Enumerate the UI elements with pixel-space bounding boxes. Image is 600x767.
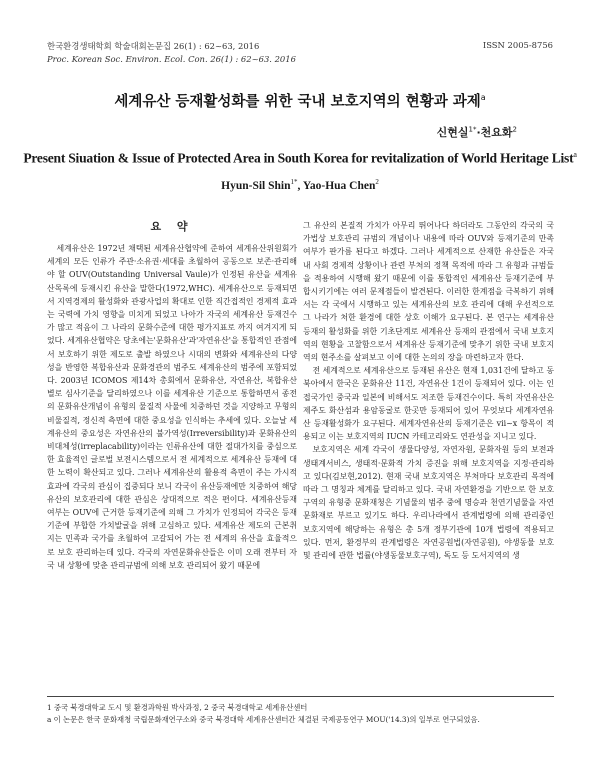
footnotes bbox=[47, 696, 554, 726]
abstract-paragraph: 그 유산의 본질적 가치가 아무리 뛰어나다 하더라도 그동안의 각국의 국가법상 보호관리 규범의 개념이나 내용에 따라 OUV와 등재기준의 만족여부가 판가름 된다고 하겠다. 그러나 세계적으로 산재한 유산들은 자국 내 사회 경제적 상황이나 관련 부처의 정책 목적에 따라 그 유형과 규범들을 적용하여 시행해 왔기 때문에 이를 통합적인 세계유산 등재기준에 부합시키기에는 여러 문제점들이 발견된다. 이러한 한계점을 극복하기 위해서는 각 국에서 시행하고 있는 세계유산의 보호 관리에 대해 우선적으로 그 나라가 처한 환경에 대한 상호 이해가 요구된다. 본 연구는 세계유산 등재의 활성화를 위한 기초단계로 세계유산 등재의 관점에서 국내 보호지역의 현황을 고찰함으로서 세계유산 등재기준에 맞추기 위한 국내 보호지역의 현주소를 살펴보고 이에 대한 논의의 장을 마련하고자 한다. bbox=[303, 221, 554, 363]
title-english-footnote-mark: a bbox=[573, 150, 577, 159]
title-english bbox=[0, 150, 600, 167]
title-korean-footnote-mark: a bbox=[480, 93, 486, 103]
authors-english bbox=[0, 178, 600, 192]
journal-citation-kr: 한국환경생태학회 학술대회논문집 26(1) : 62~63, 2016 bbox=[47, 41, 260, 51]
author-separator-en: , bbox=[297, 179, 303, 192]
author-separator-kr: · bbox=[476, 126, 481, 139]
author-2-kr-mark: 2 bbox=[512, 125, 517, 134]
footnote-acknowledgement: a 이 논문은 한국 문화재청 국립문화재연구소와 중국 북경대학 세계유산센터간 체결된 국제공동연구 MOU('14.3)의 일부로 연구되었음. bbox=[47, 715, 480, 724]
journal-header bbox=[47, 40, 296, 66]
author-2-en-mark: 2 bbox=[375, 178, 379, 186]
author-2-kr: 천요화 bbox=[480, 126, 513, 139]
title-english-text: Present Siuation & Issue of Protected Area in South Korea for revitalization of World Heritage List bbox=[23, 150, 574, 166]
footnote-affiliation: 1 중국 북경대학교 도시 및 환경과학원 박사과정, 2 중국 북경대학교 세계유산센터 bbox=[47, 703, 308, 712]
title-korean-text: 세계유산 등재활성화를 위한 국내 보호지역의 현황과 과제 bbox=[114, 94, 481, 110]
journal-citation-en: Proc. Korean Soc. Environ. Ecol. Con. 26(1) : 62~63. 2016 bbox=[47, 54, 296, 64]
abstract-left-column bbox=[47, 219, 297, 572]
author-1-kr-mark: 1* bbox=[468, 125, 477, 134]
abstract-right-column bbox=[303, 219, 554, 562]
abstract-heading: 요 약 bbox=[150, 220, 194, 233]
author-2-en: Yao-Hua Chen bbox=[302, 179, 376, 192]
author-1-en: Hyun-Sil Shin bbox=[221, 179, 291, 192]
issn: ISSN 2005-8756 bbox=[482, 40, 553, 50]
abstract-paragraph: 세계유산은 1972년 채택된 세계유산협약에 준하여 세계유산위원회가 세계의 모든 인류가 주관·소유권·세대를 초월하여 공동으로 보존·관리해야 할 OUV(Outstanding Universal Vaule)가 인정된 유산을 세계유산목록에 등재시킨 유산을 말한다(1972,WHC). 세계유산으로 등재되면서 지역경제의 활성화와 관광사업의 확대로 인한 직간접적인 경제적 효과는 국력에 가치 영향을 미치게 되었고 나아가 자국의 세계유산 등재건수가 많고 적음이 그 나라의 문화수준에 대한 평가지표로 까지 여겨지게 되었다. 세계유산협약은 당초에는'문화유산'과'자연유산'을 통합적인 관점에서 보호하기 위한 제도로 출발 하였으나 시대의 변화와 세계유산의 다양성을 반영한 복합유산과 문화경관의 범주도 세계유산의 범주에 포함되었다. 2003년 ICOMOS 제14차 총회에서 문화유산, 자연유산, 복합유산별로 심사기준을 달리하였으나 이를 세계유산 기준으로 통합하면서 종전의 문화유산개념이 유형의 물질적 사물에 치중하던 것을 지양하고 무형의 비물질적, 정신적 측면에 대한 중요성을 인식하는 추세에 있다. 오늘날 세계유산의 중요성은 자연유산의 불가역성(Irreversibility)과 문화유산의 비대체성(irreplacability)이라는 인류유산에 대한 절대가치를 중심으로 한 효율적인 글로벌 보전시스템으로서 전 세계적으로 세계유산 등재에 대한 노력이 확산되고 있다. 그러나 세계유산의 활용적 측면이 주는 가시적 효과에 각국의 관심이 집중되다 보니 각국이 유산등재에만 치중하여 해당유산의 보호관리에 대한 관심은 상대적으로 적은 편이다. 세계유산등재 여부는 OUV에 근거한 등재기준에 의해 그 가치가 인정되어 각국은 등재기준에 부합한 가치발굴을 위해 고심하고 있다. 세계유산 제도의 근본취지는 민족과 국가를 초월하여 고갈되어 가는 전 세계의 유산을 효율적으로 보호 관리하는데 있다. 각국의 자연문화유산들은 이미 오래 전부터 자국 내 상황에 맞춘 관리규범에 의해 보호 관리되어 왔기 때문에 bbox=[47, 244, 297, 570]
title-korean bbox=[0, 90, 600, 111]
author-1-en-mark: 1* bbox=[290, 178, 298, 186]
abstract-paragraph: 전 세계적으로 세계유산으로 등재된 유산은 현재 1,031건에 달하고 동북아에서 한국은 문화유산 11건, 자연유산 1건이 등재되어 있다. 이는 인접국가인 중국과 일본에 비해서도 저조한 등재건수이다. 특히 자연유산은 제주도 화산섬과 용암동굴로 한곳만 등재되어 있어 무엇보다 세계자연유산 등재활성화가 요구된다. 세계자연유산의 등재기준은 vii~x 항목이 적용되고 이는 보호지역의 IUCN 카테고리와도 연관성을 지니고 있다. bbox=[303, 366, 554, 442]
authors-korean bbox=[437, 124, 517, 140]
abstract-paragraph: 보호지역은 세계 각국이 생물다양성, 자연자원, 문화자원 등의 보전과 생태계서비스, 생태적·문화적 가치 증진을 위해 보호지역을 지정·관리하고 있다(김보현,2012). 현재 국내 보호지역은 부처마다 보호관리 목적에 따라 그 명칭과 체계를 달리하고 있다. 국내 자연환경을 기반으로 한 보호구역의 유형중 문화재청은 기념물의 범주 중에 명승과 천연기념물을 자연문화재로 부르고 있기도 하다. 우리나라에서 관계법령에 의해 관리중인 보호지역에 해당하는 유형은 총 5개 정부기관에 10개 법령에 적용되고 있다. 먼저, 환경부의 관계법령은 자연공원법(자연공원), 야생동물 보호 및 관리에 관한 법률(야생동물보호구역), 독도 등 도서지역의 생 bbox=[303, 445, 554, 561]
author-1-kr: 신현실 bbox=[436, 126, 469, 139]
